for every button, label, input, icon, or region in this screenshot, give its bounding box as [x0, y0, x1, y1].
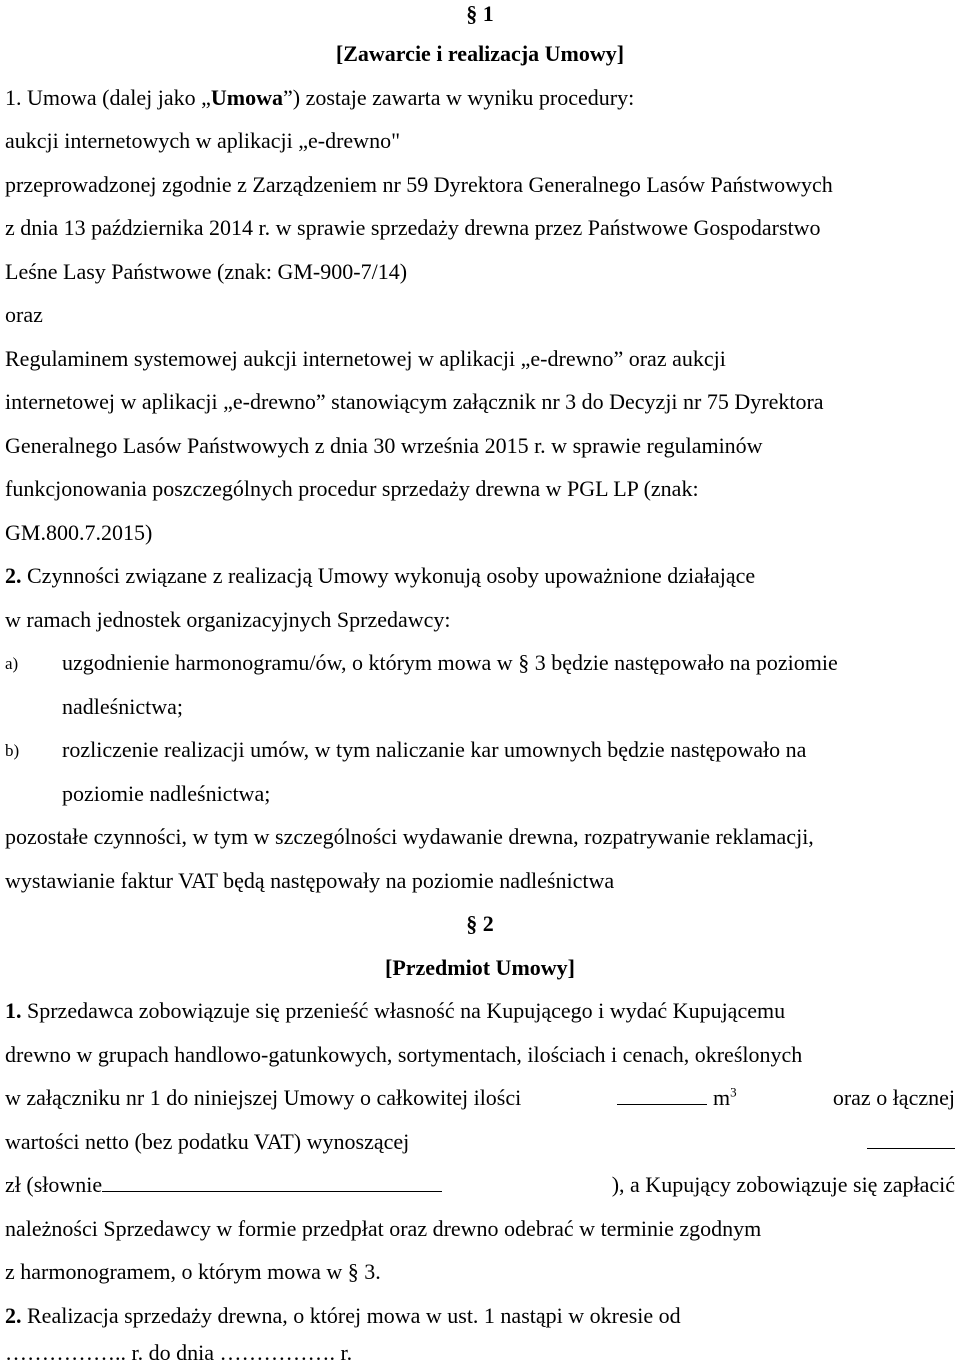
section-2-title: [Przedmiot Umowy] [385, 955, 575, 980]
quantity-blank-line [617, 1084, 707, 1105]
list-item-b-line1: rozliczenie realizacji umów, w tym naliczanie kar umownych będzie następowało na [62, 737, 807, 762]
list-item-b-line2: poziomie nadleśnictwa; [62, 781, 271, 806]
text: w załączniku nr 1 do niniejszej Umowy o całkowitej ilości [5, 1085, 522, 1110]
s2-p2-line1 [5, 1302, 955, 1330]
text: ”) zostaje zawarta w wyniku procedury: [282, 85, 635, 110]
s1-p2-remainder-line1: pozostałe czynności, w tym w szczególności wydawanie drewna, rozpatrywanie reklamacji, [5, 824, 814, 849]
s1-p1-line9: Generalnego Lasów Państwowych z dnia 30 września 2015 r. w sprawie regulaminów [5, 433, 763, 458]
unit: m [712, 1085, 731, 1110]
quantity-field[interactable] [617, 1084, 736, 1112]
text: Sprzedawca zobowiązuje się przenieść własność na Kupującego i wydać Kupującemu [27, 998, 786, 1023]
s1-p1-line3: przeprowadzonej zgodnie z Zarządzeniem nr 59 Dyrektora Generalnego Lasów Państwowych [5, 172, 833, 197]
text: wartości netto (bez podatku VAT) wynoszącej [5, 1129, 410, 1154]
text: zł (słownie [5, 1172, 103, 1197]
s2-p1-line3 [5, 1084, 955, 1112]
list-marker-b: b) [5, 741, 20, 760]
amount-in-words-field[interactable] [5, 1171, 442, 1199]
s1-p1-line6: oraz [5, 302, 43, 327]
paragraph-number: 1. [5, 998, 22, 1023]
s1-p2-remainder-line2: wystawianie faktur VAT będą następowały na poziomie nadleśnictwa [5, 868, 615, 893]
s2-p1-line6: należności Sprzedawcy w formie przedpłat oraz drewno odebrać w terminie zgodnym [5, 1216, 762, 1241]
s1-p1-line4: z dnia 13 października 2014 r. w sprawie sprzedaży drewna przez Państwowe Gospodarstwo [5, 215, 821, 240]
value-blank-line[interactable] [867, 1128, 955, 1149]
s2-p1-line2: drewno w grupach handlowo-gatunkowych, sortymentach, ilościach i cenach, określonych [5, 1042, 803, 1067]
section-1-heading: § 1 [466, 1, 494, 26]
s1-p1-line10: funkcjonowania poszczególnych procedur sprzedaży drewna w PGL LP (znak: [5, 476, 699, 501]
list-item-a-line1: uzgodnienie harmonogramu/ów, o którym mowa w § 3 będzie następowało na poziomie [62, 650, 838, 675]
s1-p1-line1 [5, 84, 955, 112]
s1-p1-line11: GM.800.7.2015) [5, 520, 153, 545]
paragraph-number: 2. [5, 563, 22, 588]
s1-p2-line1 [5, 562, 955, 590]
text: Realizacja sprzedaży drewna, o której mowa w ust. 1 nastąpi w okresie od [27, 1303, 681, 1328]
s1-p2-line2: w ramach jednostek organizacyjnych Sprzedawcy: [5, 607, 451, 632]
s1-p1-line8: internetowej w aplikacji „e-drewno” stanowiącym załącznik nr 3 do Decyzji nr 75 Dyrektora [5, 389, 824, 414]
s2-p1-line1 [5, 997, 955, 1025]
s2-p2-line2: …………….. r. do dnia ……………. r. [5, 1340, 353, 1365]
s2-p1-line5 [5, 1171, 955, 1199]
s2-p1-line7: z harmonogramem, o którym mowa w § 3. [5, 1259, 381, 1284]
list-item-a-line2: nadleśnictwa; [62, 694, 183, 719]
text: ), a Kupujący zobowiązuje się zapłacić [611, 1172, 955, 1197]
text: oraz o łącznej [832, 1085, 955, 1110]
section-1-title: [Zawarcie i realizacja Umowy] [335, 41, 625, 66]
s1-p1-line2: aukcji internetowych w aplikacji „e-drewno" [5, 128, 401, 153]
unit-exponent: 3 [730, 1084, 737, 1100]
defined-term: Umowa [210, 85, 283, 110]
text: Umowa (dalej jako „ [27, 85, 211, 110]
paragraph-number: 1. [5, 85, 22, 110]
s2-p1-line4 [5, 1128, 955, 1156]
paragraph-number: 2. [5, 1303, 22, 1328]
s1-p1-line5: Leśne Lasy Państwowe (znak: GM-900-7/14) [5, 259, 408, 284]
words-blank-line [102, 1171, 442, 1192]
text: Czynności związane z realizacją Umowy wykonują osoby upoważnione działające [27, 563, 756, 588]
s1-p1-line7: Regulaminem systemowej aukcji internetowej w aplikacji „e-drewno” oraz aukcji [5, 346, 726, 371]
section-2-heading: § 2 [466, 911, 494, 936]
list-marker-a: a) [5, 654, 19, 673]
